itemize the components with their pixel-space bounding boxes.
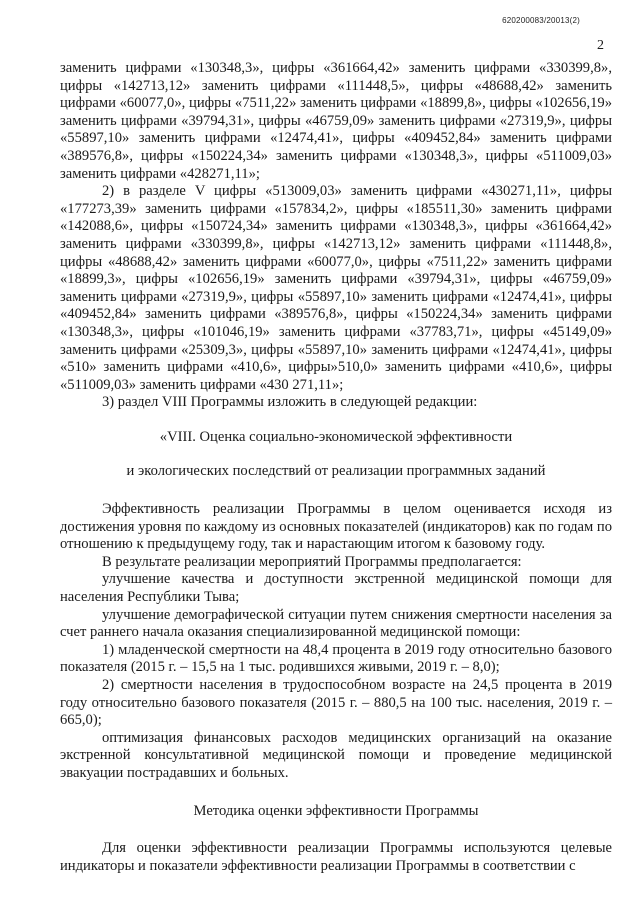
page-number: 2 (597, 38, 604, 53)
document-body (60, 60, 612, 875)
paragraph-quality: улучшение качества и доступности экстренной медицинской помощи для населения Республики Тыва; (60, 571, 612, 606)
section-title-line-1: «VIII. Оценка социально-экономической эффективности (159, 428, 513, 445)
paragraph-item-3: 3) раздел VIII Программы изложить в следующей редакции: (102, 394, 478, 411)
methodology-title: Методика оценки эффективности Программы (193, 802, 479, 819)
paragraph-working-age-mortality: 2) смертности населения в трудоспособном возрасте на 24,5 процента в 2019 году относительно базового показателя (2015 г. – 880,5 на 100 тыс. населения, 2019 г. – 665,0); (60, 677, 612, 729)
section-title-line-2: и экологических последствий от реализации программных заданий (126, 463, 546, 480)
paragraph-optimization: оптимизация финансовых расходов медицинских организаций на оказание экстренной консультативной медицинской помощи и проведение медицинской эвакуации пострадавших и больных. (60, 729, 612, 781)
paragraph-efficiency: Эффективность реализации Программы в целом оценивается исходя из достижения уровня по каждому из основных показателей (индикаторов) как по годам по отношению к предыдущему году, так и нарастающим итогом к базовому году. (60, 501, 612, 553)
paragraph-infant-mortality: 1) младенческой смертности на 48,4 процента в 2019 году относительно базового показателя (2015 г. – 15,5 на 1 тыс. родившихся живыми, 2019 г. – 8,0); (60, 641, 612, 676)
paragraph-expected-results: В результате реализации мероприятий Программы предполагается: (102, 553, 522, 570)
document-id: 620200083/20013(2) (502, 16, 580, 25)
paragraph-methodology: Для оценки эффективности реализации Программы используются целевые индикаторы и показатели эффективности реализации Программы в соответствии с (60, 840, 612, 874)
paragraph-item-2: 2) в разделе V цифры «513009,03» заменить цифрами «430271,11», цифры «177273,39» заменить цифрами «157834,2», цифры «185511,30» заменить цифрами «142088,6», цифры «150724,34» заменить цифрами «130348,3», цифры «361664,42» заменить цифрами «330399,8», цифры «142713,12» заменить цифрами «111448,8», цифры «48688,42» заменить цифрами «60077,0», цифры «7511,22» заменить цифрами «18899,3», цифры «102656,19» заменить цифрами «39794,31», цифры «46759,09» заменить цифрами «27319,9», цифры «55897,10» заменить цифрами «12474,41», цифры «409452,84» заменить цифрами «389576,8», цифры «150224,34» заменить цифрами «130348,3», цифры «101046,19» заменить цифрами «37783,71», цифры «45149,09» заменить цифрами «25309,3», цифры «55897,10» заменить цифрами «12474,41», цифры «510» заменить цифрами «410,6», цифры»510,0» заменить цифрами «410,6», цифры «511009,03» заменить цифрами «430 271,11»; (60, 183, 612, 393)
paragraph-continuation: заменить цифрами «130348,3», цифры «361664,42» заменить цифрами «330399,8», цифры «142713,12» заменить цифрами «111448,5», цифры «48688,42» заменить цифрами «60077,0», цифры «7511,22» заменить цифрами «18899,8», цифры «102656,19» заменить цифрами «39794,31», цифры «46759,09» заменить цифрами «27319,9», цифры «55897,10» заменить цифрами «12474,41», цифры «409452,84» заменить цифрами «389576,8», цифры «150224,34» заменить цифрами «130348,3», цифры «511009,03» заменить цифрами «428271,11»; (60, 60, 612, 182)
paragraph-demography: улучшение демографической ситуации путем снижения смертности населения за счет раннего начала оказания специализированной медицинской помощи: (60, 606, 612, 641)
